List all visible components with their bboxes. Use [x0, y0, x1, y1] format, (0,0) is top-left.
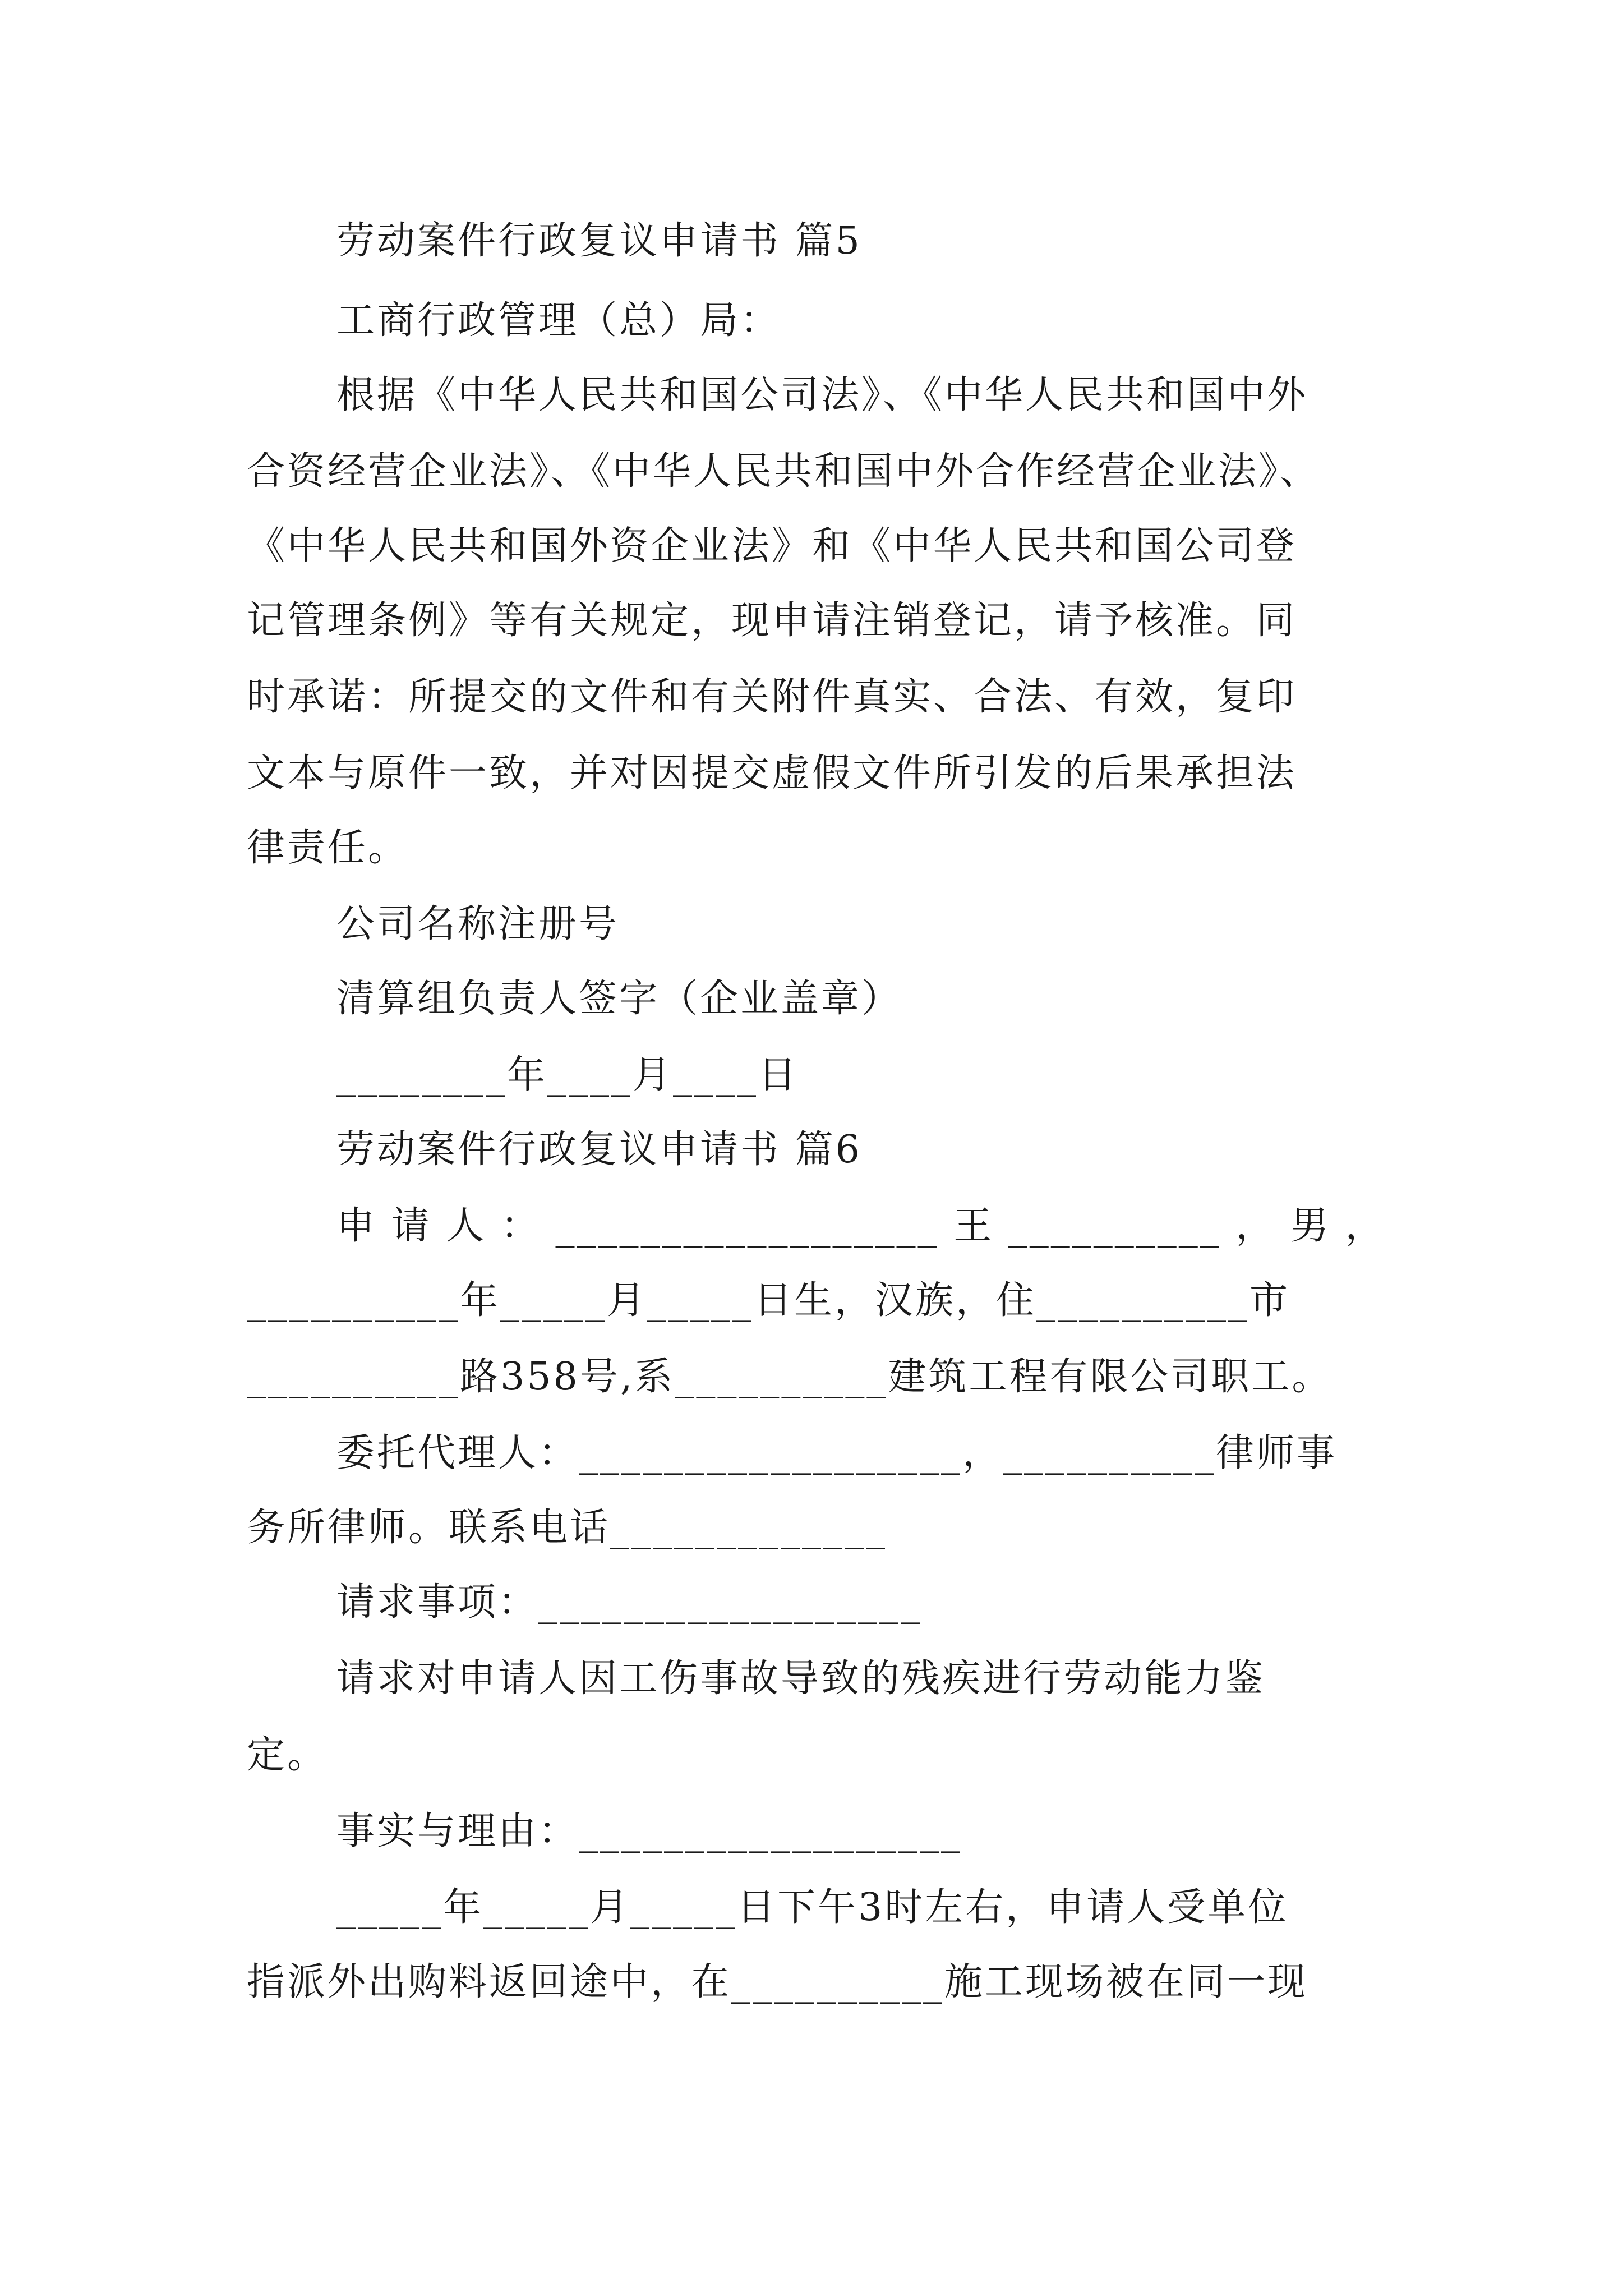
agent-phone-line: 务所律师。联系电话_____________	[247, 1506, 888, 1550]
facts-heading: 事实与理由：__________________	[336, 1809, 963, 1853]
request-line: 请求对申请人因工伤事故导致的残疾进行劳动能力鉴	[336, 1657, 1266, 1701]
company-name-field: 公司名称注册号	[336, 902, 620, 946]
paragraph-line: 根据《中华人民共和国公司法》、《中华人民共和国中外	[336, 373, 1308, 417]
applicant-line: 申 请 人 ： __________________ 王 __________ ， 男 ，	[336, 1204, 1386, 1248]
paragraph-line: 文本与原件一致，并对因提交虚假文件所引发的后果承担法	[247, 751, 1297, 795]
date-field: ________年____月____日	[336, 1053, 799, 1097]
paragraph-line: 律责任。	[247, 826, 409, 870]
section-heading-5: 劳动案件行政复议申请书 篇5	[336, 219, 862, 263]
addressee: 工商行政管理（总）局：	[336, 298, 781, 343]
applicant-birth-line: __________年_____月_____日生，汉族，住__________市	[247, 1278, 1290, 1323]
request-heading: 请求事项：__________________	[336, 1580, 923, 1625]
paragraph-line: 记管理条例》等有关规定，现申请注销登记，请予核准。同	[247, 599, 1297, 643]
paragraph-line: 《中华人民共和国外资企业法》和《中华人民共和国公司登	[247, 524, 1297, 568]
paragraph-line: 时承诺：所提交的文件和有关附件真实、合法、有效，复印	[247, 675, 1297, 719]
section-heading-6: 劳动案件行政复议申请书 篇6	[336, 1128, 862, 1172]
agent-line: 委托代理人：__________________，__________律师事	[336, 1431, 1338, 1475]
request-line: 定。	[247, 1733, 328, 1777]
signature-field: 清算组负责人签字（企业盖章）	[336, 977, 902, 1021]
facts-line: 指派外出购料返回途中，在__________施工现场被在同一现	[247, 1960, 1308, 2004]
applicant-address-line: __________路358号,系__________建筑工程有限公司职工。	[247, 1355, 1332, 1399]
facts-line: _____年_____月_____日下午3时左右，申请人受单位	[336, 1885, 1289, 1930]
paragraph-line: 合资经营企业法》、《中华人民共和国中外合作经营企业法》、	[247, 449, 1321, 494]
